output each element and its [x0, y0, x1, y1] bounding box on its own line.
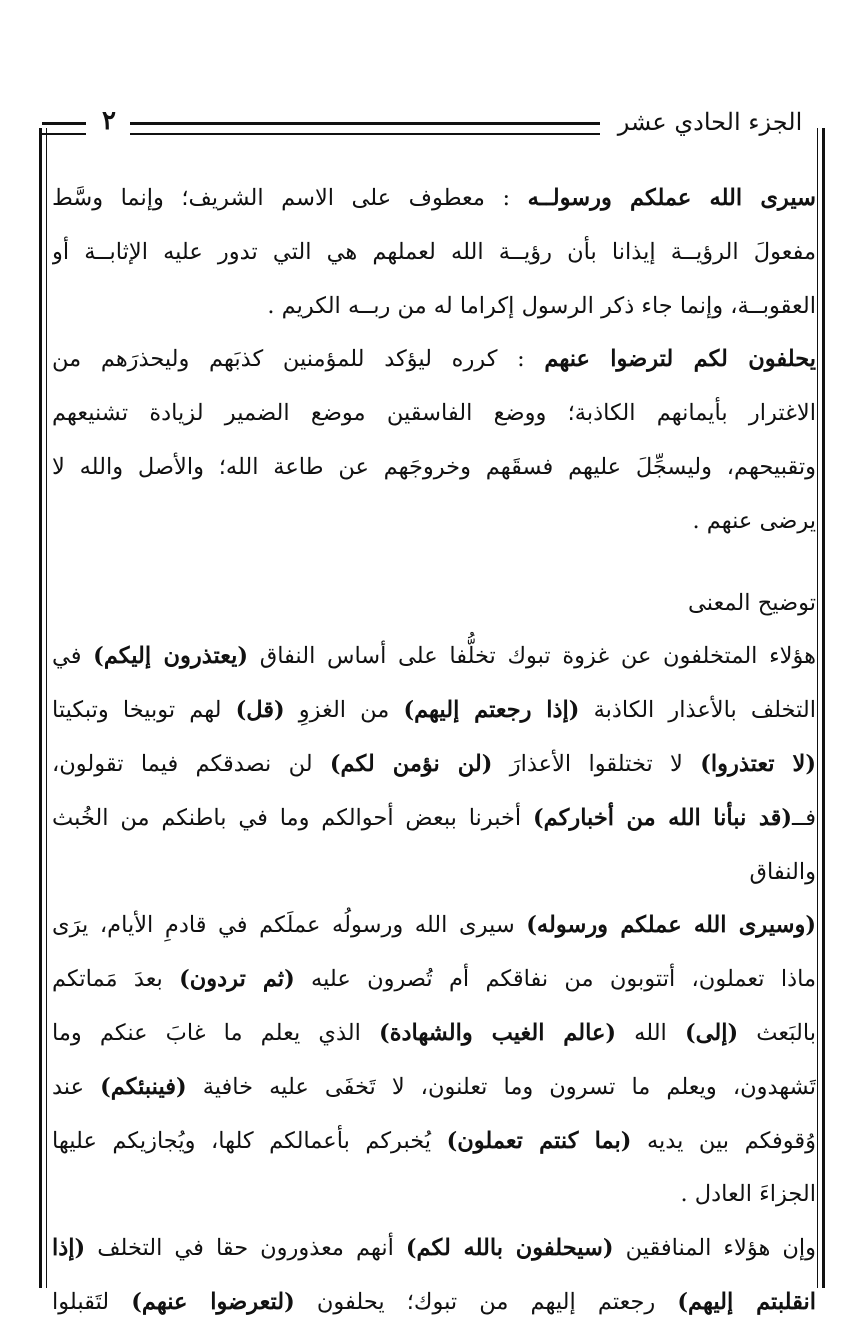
bold-phrase: انقلبتم إليهم)	[677, 1288, 816, 1315]
text-run: هؤلاء المتخلفون عن غزوة تبوك تخلُّفا على أساس النفاق	[248, 643, 816, 670]
text-line	[52, 899, 816, 953]
text-line	[52, 441, 816, 495]
text-run: أخبرنا ببعض أحوالكم وما في باطنكم من الخُبث	[52, 804, 533, 831]
text-line	[52, 333, 816, 387]
text-line	[52, 1115, 816, 1169]
bold-phrase: (إلى)	[684, 1019, 739, 1046]
text-line	[52, 387, 816, 441]
text-run: لهم توبيخا وتبكيتا	[52, 697, 236, 724]
text-run: يُخبركم بأعمالكم كلها، ويُجازيكم عليها	[52, 1127, 447, 1154]
part-title: الجزء الحادي عشر	[617, 108, 803, 136]
bold-phrase: (عالم الغيب والشهادة)	[379, 1019, 617, 1046]
text-run: لن نصدقكم فيما تقولون،	[52, 750, 330, 777]
text-line	[52, 846, 816, 900]
text-run: تَشهدون، ويعلم ما تسرون وما تعلنون، لا تَخفَى عليه خافية	[186, 1073, 816, 1100]
text-run: الذي يعلم ما غابَ عنكم وما	[52, 1019, 380, 1046]
text-line	[52, 172, 816, 226]
text-line	[52, 792, 816, 846]
bold-phrase: (قل)	[235, 697, 285, 724]
text-line	[52, 1168, 816, 1222]
text-line	[52, 280, 816, 334]
text-run: لتَقبلوا	[52, 1288, 132, 1315]
text-run: لا تختلقوا الأعذارَ	[492, 750, 701, 777]
text-run: : كرره ليؤكد للمؤمنين كذبَهم وليحذرَهم من	[52, 346, 545, 373]
bold-phrase: (بما كنتم تعملون)	[446, 1127, 632, 1154]
bold-phrase: يحلفون لكم لترضوا عنهم	[544, 346, 816, 373]
text-run: الله	[616, 1019, 685, 1046]
text-run: أنهم معذورون حقا في التخلف	[85, 1235, 406, 1262]
text-line	[52, 738, 816, 792]
text-run: سيرى الله ورسولُه عملَكم في قادمِ الأيام، يرَى	[52, 912, 527, 939]
text-run: توضيح المعنى	[688, 589, 816, 616]
text-run: وتقبيحهم، وليسجِّلَ عليهم فسقَهم وخروجَهم عن طاعة الله؛ والأصل والله لا	[52, 453, 816, 480]
bold-phrase: (إذا رجعتم إليهم)	[403, 697, 580, 724]
text-run: رجعتم إليهم من تبوك؛ يحلفون	[294, 1288, 678, 1315]
text-run: مفعولَ الرؤيــة إيذانا بأن رؤيــة الله لعملهم هي التي تدور عليه الإثابــة أو	[52, 238, 816, 265]
bold-phrase: (قد نبأنا الله من أخباركم)	[533, 804, 793, 831]
text-line	[52, 1222, 816, 1276]
text-line	[52, 1276, 816, 1330]
text-line	[52, 630, 816, 684]
text-line	[52, 953, 816, 1007]
text-run: وُقوفكم بين يديه	[631, 1127, 816, 1154]
text-line	[52, 495, 816, 549]
text-run: : معطوف على الاسم الشريف؛ وإنما وسَّط	[52, 185, 528, 211]
text-line	[52, 684, 816, 738]
text-run: وإن هؤلاء المنافقين	[613, 1235, 816, 1262]
text-run: عند	[52, 1073, 101, 1100]
bold-phrase: (لن نؤمن لكم)	[329, 750, 493, 777]
text-run: من الغزوِ	[284, 697, 404, 724]
text-line	[52, 549, 816, 577]
text-run: ماذا تعملون، أتتوبون من نفاقكم أم تُصرون عليه	[294, 966, 816, 993]
bold-phrase: (يعتذرون إليكم)	[93, 643, 249, 670]
bold-phrase: (وسيرى الله عملكم ورسوله)	[526, 912, 816, 939]
text-run: والنفاق	[749, 858, 816, 885]
text-line	[52, 1061, 816, 1115]
body-text	[52, 172, 816, 1330]
text-run: بعدَ مَماتكم	[52, 966, 180, 993]
bold-phrase: (لتعرضوا عنهم)	[131, 1288, 295, 1315]
bold-phrase: (ثم تردون)	[179, 966, 295, 993]
bold-phrase: (إذا	[52, 1235, 86, 1262]
bold-phrase: (فينبئكم)	[100, 1073, 187, 1100]
text-line	[52, 1007, 816, 1061]
bold-phrase: (لا تعتذروا)	[700, 750, 816, 777]
text-run: الاغترار بأيمانهم الكاذبة؛ ووضع الفاسقين موضع الضمير لزيادة تشنيعهم	[52, 400, 816, 427]
bold-phrase: (سيحلفون بالله لكم)	[405, 1235, 614, 1262]
bold-phrase: سيرى الله عملكم ورسولــه	[527, 185, 816, 211]
text-run: فــ	[792, 804, 816, 831]
text-run: العقوبــة، وإنما جاء ذكر الرسول إكراما له من ربــه الكريم .	[267, 292, 816, 319]
text-line	[52, 226, 816, 280]
text-run: في	[52, 643, 94, 670]
text-run: يرضى عنهم .	[692, 507, 816, 534]
text-line	[52, 577, 816, 631]
text-run: التخلف بالأعذار الكاذبة	[579, 697, 816, 724]
page-number: ٢	[102, 106, 116, 136]
text-run: الجزاءَ العادل .	[680, 1181, 816, 1208]
text-run: بالبَعث	[738, 1019, 816, 1046]
